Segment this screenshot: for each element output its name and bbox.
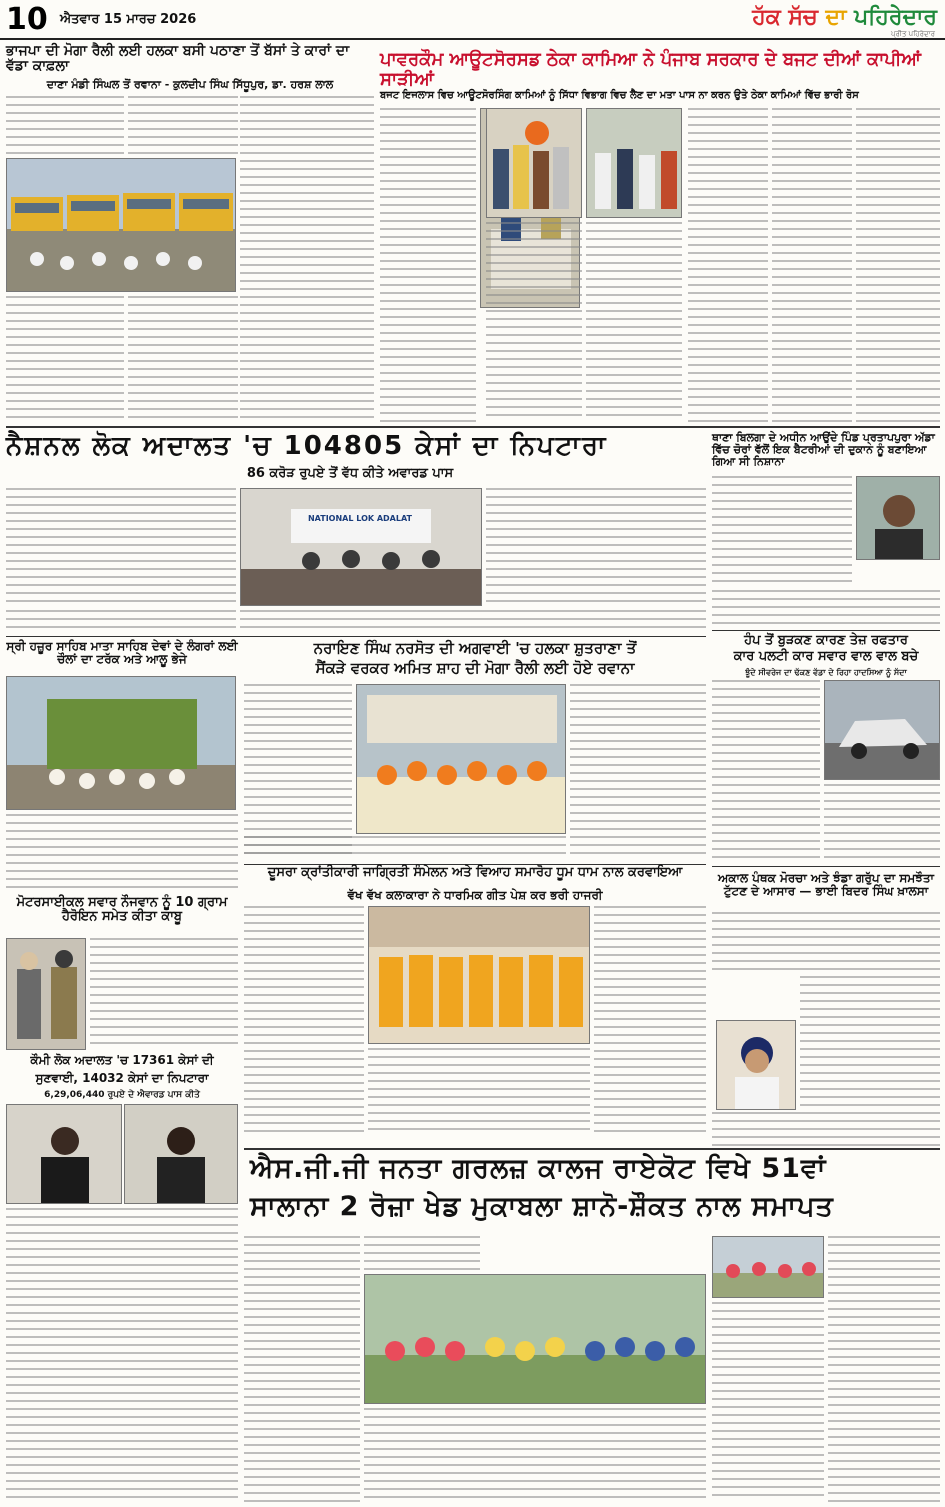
headline-jagriti: ਦੂਸਰਾ ਕ੍ਰਾਂਤੀਕਾਰੀ ਜਾਗ੍ਰਿਤੀ ਸੰਮੇਲਨ ਅਤੇ ਵਿਆਹ ਸਮਾਰੋਹ ਧੂਮ ਧਾਮ ਨਾਲ ਕਰਵਾਇਆ [267, 865, 683, 880]
headline-qaumi-1: ਕੌਮੀ ਲੋਕ ਅਦਾਲਤ 'ਚ 17361 ਕੇਸਾਂ ਦੀ [30, 1053, 214, 1067]
divider [244, 1148, 940, 1150]
photo-buses [6, 158, 236, 292]
article-text [824, 784, 940, 860]
divider [712, 866, 940, 867]
headline-accident-1: ਹੰਪ ਤੋਂ ਬੁੜਕਣ ਕਾਰਣ ਤੇਜ਼ ਰਫਤਾਰ [744, 633, 908, 648]
article-text [712, 590, 940, 626]
article-text [240, 610, 706, 634]
article-text [712, 476, 852, 586]
brand-part3: ਪਹਿਰੇਦਾਰ [854, 4, 937, 30]
article-text [594, 906, 706, 1136]
article-text [586, 222, 682, 422]
photo-sammelan [368, 906, 590, 1044]
headline-police: ਥਾਣਾ ਬਿਲਗਾ ਦੇ ਅਧੀਨ ਆਉਂਦੇ ਪਿੰਡ ਪ੍ਰਤਾਪਪੁਰਾ ਅੱਡਾ ਵਿੱਚ ਚੋਰਾਂ ਵੱਲੋਂ ਇਕ ਬੈਟਰੀਆਂ ਦੀ ਦੁਕਾਨ ਨੂੰ ਬਣਾਇਆ ਗਿਆ ਸੀ ਨਿਸ਼ਾਨਾ [712, 431, 935, 469]
article-text [364, 1236, 480, 1272]
headline-powercom: ਪਾਵਰਕੌਮ ਆਊਟਸੋਰਸਡ ਠੇਕਾ ਕਾਮਿਆ ਨੇ ਪੰਜਾਬ ਸਰਕਾਰ ਦੇ ਬਜਟ ਦੀਆਂ ਕਾਪੀਆਂ ਸਾੜੀਆਂ [380, 49, 922, 90]
photo-college [712, 1236, 824, 1298]
subhead-jagriti: ਵੱਖ ਵੱਖ ਕਲਾਕਾਰਾ ਨੇ ਧਾਰਮਿਕ ਗੀਤ ਪੇਸ਼ ਕਰ ਭਰੀ ਹਾਜਰੀ [347, 888, 603, 902]
article-text [712, 1302, 824, 1502]
banner-text: NATIONAL LOK ADALAT [307, 514, 412, 523]
photo-protest-2 [586, 108, 682, 218]
photo-sports-event [364, 1274, 706, 1404]
article-text [6, 1208, 238, 1500]
article-text [712, 1112, 940, 1150]
article-text [240, 296, 374, 422]
article-text [90, 938, 238, 1050]
divider [712, 630, 940, 631]
article-text [828, 1236, 940, 1502]
article-text [486, 222, 582, 422]
photo-judge-1 [6, 1104, 122, 1204]
article-text [128, 296, 238, 422]
article-text [712, 912, 940, 972]
headline-akal: ਅਕਾਲ ਪੰਥਕ ਮੋਰਚਾ ਅਤੇ ਝੰਡਾ ਗਰੁੱਪ ਦਾ ਸਮਝੌਤਾ ਟੁੱਟਣ ਦੇ ਆਸਾਰ — ਭਾਈ ਬਿਦਰ ਸਿੰਘ ਖ਼ਾਲਸਾ [718, 871, 934, 899]
photo-lok-adalat [240, 488, 482, 606]
subhead-lok-adalat: 86 ਕਰੋੜ ਰੁਪਏ ਤੋਂ ਵੱਧ ਕੀਤੇ ਅਵਾਰਡ ਪਾਸ [246, 466, 454, 481]
headline-narain-2: ਸੈਂਕੜੇ ਵਰਕਰ ਅਮਿਤ ਸ਼ਾਹ ਦੀ ਮੋਗਾ ਰੈਲੀ ਲਈ ਹੋਏ ਰਵਾਨਾ [315, 659, 635, 677]
article-text [688, 108, 768, 422]
article-text [6, 610, 236, 634]
brand-part1: ਹੱਕ ਸੱਚ [752, 4, 818, 30]
subhead-accident: ਝੂੰਦੇ ਸੀਵਰੇਜ ਦਾ ਢੱਕਣ ਵੱਡਾ ਦੇ ਰਿਹਾ ਹਾਦਸਿਆ ਨੂੰ ਸੱਦਾ [745, 668, 907, 677]
article-text [240, 96, 374, 292]
article-text [128, 96, 238, 154]
headline-accident-2: ਕਾਰ ਪਲਟੀ ਕਾਰ ਸਵਾਰ ਵਾਲ ਵਾਲ ਬਚੇ [733, 649, 919, 664]
dateline: ਐਤਵਾਰ 15 ਮਾਰਚ 2026 [60, 12, 197, 27]
article-text [6, 96, 124, 154]
article-text [244, 836, 566, 860]
photo-suspect [856, 476, 940, 560]
page-number: 10 [6, 2, 48, 37]
photo-rally-workers [356, 684, 566, 834]
brand-part2: ਦਾ [825, 4, 847, 30]
subhead-qaumi: 6,29,06,440 ਰੁਪਏ ਦੇ ਐਵਾਰਡ ਪਾਸ ਕੀਤੇ [44, 1090, 200, 1100]
article-text [570, 684, 706, 860]
photo-judge-2 [124, 1104, 238, 1204]
article-text [6, 488, 236, 608]
headline-college-2: ਸਾਲਾਨਾ 2 ਰੋਜ਼ਾ ਖੇਡ ਮੁਕਾਬਲਾ ਸ਼ਾਨੋ-ਸ਼ੌਕਤ ਨਾਲ ਸਮਾਪਤ [250, 1191, 834, 1222]
article-text [368, 1048, 590, 1136]
photo-protest [486, 108, 582, 218]
photo-truck [6, 676, 236, 810]
headline-narain-1: ਨਰਾਇਣ ਸਿੰਘ ਨਰਸੋਤ ਦੀ ਅਗਵਾਈ 'ਚ ਹਲਕਾ ਸ਼ੁਤਰਾਣਾ ਤੋਂ [313, 639, 637, 657]
masthead [0, 0, 945, 40]
headline-hazur: ਸ੍ਰੀ ਹਜ਼ੂਰ ਸਾਹਿਬ ਮਾਤਾ ਸਾਹਿਬ ਦੇਵਾਂ ਦੇ ਲੰਗਰਾਂ ਲਈ ਚੌਲਾਂ ਦਾ ਟਰੱਕ ਅਤੇ ਆਲੂ ਭੇਜੇ [6, 639, 238, 667]
headline-motorcycle: ਮੋਟਰਸਾਈਕਲ ਸਵਾਰ ਨੌਜਵਾਨ ਨੂੰ 10 ਗ੍ਰਾਮ ਹੈਰੋਇਨ ਸਮੇਤ ਕੀਤਾ ਕਾਬੂ [16, 895, 228, 925]
divider [6, 426, 940, 428]
article-text [712, 680, 820, 860]
divider [6, 636, 706, 637]
brand-tagline: ਪ੍ਰੀਤ ਪਹਿਰੇਦਾਰ [890, 30, 935, 38]
article-text [800, 976, 940, 1108]
brand-logo [752, 4, 937, 30]
article-text [856, 108, 940, 422]
article-text [772, 108, 852, 422]
photo-car-crash [824, 680, 940, 780]
article-text [380, 108, 476, 422]
headline-bus: ਭਾਜਪਾ ਦੀ ਮੋਗਾ ਰੈਲੀ ਲਈ ਹਲਕਾ ਬਸੀ ਪਠਾਣਾ ਤੋਂ ਬੱਸਾਂ ਤੇ ਕਾਰਾਂ ਦਾ ਵੱਡਾ ਕਾਫ਼ਲਾ [6, 43, 350, 75]
article-text [244, 684, 352, 860]
photo-portrait [716, 1020, 796, 1110]
article-text [244, 906, 364, 1136]
article-text [6, 296, 124, 422]
headline-lok-adalat: ਨੈਸ਼ਨਲ ਲੋਕ ਅਦਾਲਤ 'ਚ 104805 ਕੇਸਾਂ ਦਾ ਨਿਪਟਾਰਾ [6, 431, 608, 461]
headline-college-1: ਐਸ.ਜੀ.ਜੀ ਜਨਤਾ ਗਰਲਜ਼ ਕਾਲਜ ਰਾਏਕੋਟ ਵਿਖੇ 51ਵਾਂ [250, 1153, 827, 1184]
article-text [6, 814, 238, 890]
photo-arrest [6, 938, 86, 1050]
headline-qaumi-2: ਸੁਣਵਾਈ, 14032 ਕੇਸਾਂ ਦਾ ਨਿਪਟਾਰਾ [35, 1071, 209, 1085]
article-text [364, 1408, 706, 1502]
article-text [244, 1236, 360, 1502]
article-text [486, 488, 706, 608]
subhead-powercom: ਬਜਟ ਇਜਲਾਸ ਵਿਚ ਆਊਟਸੋਰਸਿੰਗ ਕਾਮਿਆਂ ਨੂੰ ਸਿੱਧਾ ਵਿਭਾਗ ਵਿਚ ਲੈਣ ਦਾ ਮਤਾ ਪਾਸ ਨਾ ਕਰਨ ਉਤੇ ਠੇਕਾ ਕਾਮਿਆਂ ਵਿੱਚ ਭਾਰੀ ਰੋਸ [380, 90, 859, 101]
subhead-bus: ਦਾਣਾ ਮੰਡੀ ਸਿੰਘਲ ਤੋਂ ਰਵਾਨਾ - ਕੁਲਦੀਪ ਸਿੰਘ ਸਿੱਧੂਪੁਰ, ਡਾ. ਹਰਸ਼ ਲਾਲ [46, 78, 334, 91]
